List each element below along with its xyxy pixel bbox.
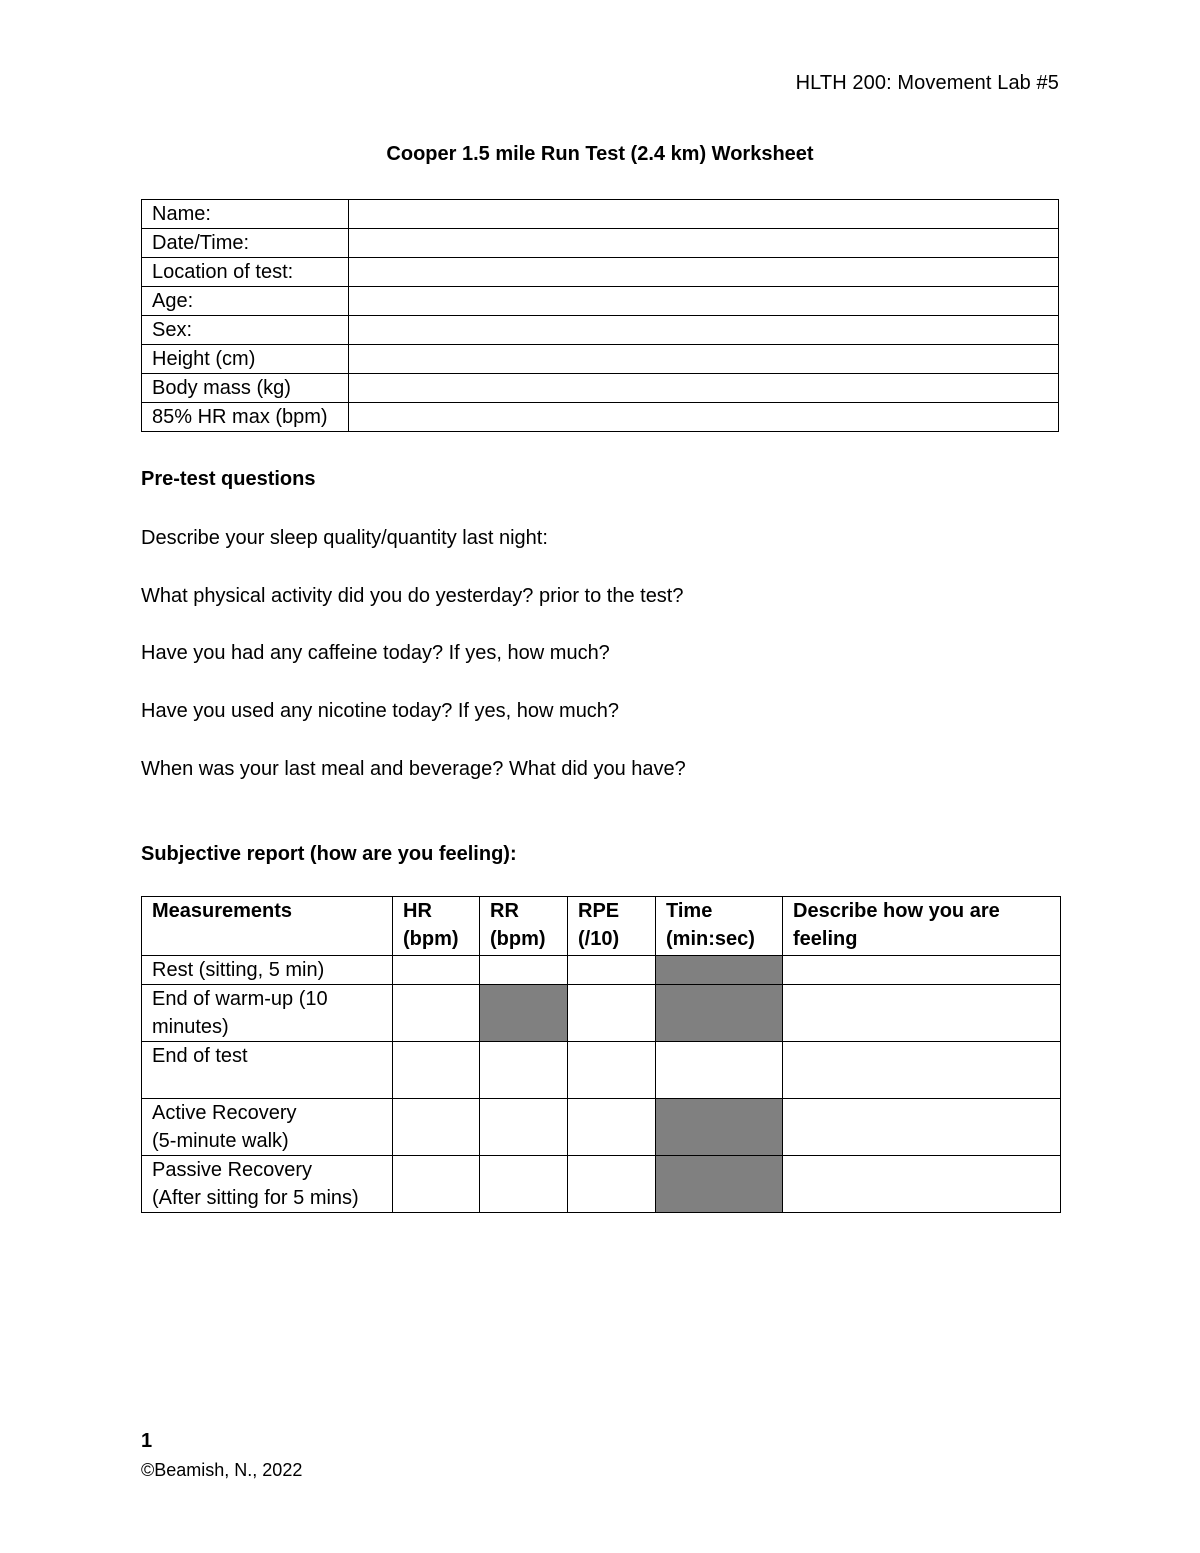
- feeling-cell[interactable]: [783, 1099, 1061, 1156]
- row-label: End of test: [142, 1042, 393, 1099]
- table-row: [142, 1156, 1061, 1213]
- rr-cell[interactable]: [480, 1099, 568, 1156]
- hr-cell[interactable]: [393, 1156, 480, 1213]
- info-value-field[interactable]: [349, 258, 1059, 287]
- info-row: [142, 200, 1059, 229]
- rpe-cell[interactable]: [568, 985, 656, 1042]
- col-header-rpe: RPE (/10): [568, 897, 656, 956]
- pretest-question: When was your last meal and beverage? What did you have?: [141, 758, 686, 780]
- info-row: [142, 229, 1059, 258]
- info-row: [142, 316, 1059, 345]
- pretest-question: Describe your sleep quality/quantity last night:: [141, 527, 548, 549]
- info-label: Height (cm): [142, 345, 349, 374]
- info-label: Body mass (kg): [142, 374, 349, 403]
- participant-info-table: [141, 199, 1059, 432]
- table-header-row: [142, 897, 1061, 956]
- info-label: Sex:: [142, 316, 349, 345]
- rr-cell[interactable]: [480, 1042, 568, 1099]
- info-value-field[interactable]: [349, 374, 1059, 403]
- table-row: [142, 956, 1061, 985]
- pretest-question: What physical activity did you do yesterday? prior to the test?: [141, 585, 684, 607]
- info-row: [142, 345, 1059, 374]
- rpe-cell[interactable]: [568, 956, 656, 985]
- time-cell-shaded: [656, 1099, 783, 1156]
- rr-cell[interactable]: [480, 956, 568, 985]
- pretest-heading: Pre-test questions: [141, 468, 316, 490]
- info-label: Date/Time:: [142, 229, 349, 258]
- worksheet-title: Cooper 1.5 mile Run Test (2.4 km) Worksheet: [386, 143, 814, 165]
- hr-cell[interactable]: [393, 1042, 480, 1099]
- time-cell-shaded: [656, 985, 783, 1042]
- info-row: [142, 258, 1059, 287]
- table-row: [142, 1042, 1061, 1099]
- col-header-feeling: Describe how you are feeling: [783, 897, 1061, 956]
- info-value-field[interactable]: [349, 316, 1059, 345]
- row-label: Passive Recovery (After sitting for 5 mins): [142, 1156, 393, 1213]
- info-value-field[interactable]: [349, 403, 1059, 432]
- info-value-field[interactable]: [349, 200, 1059, 229]
- page-number: 1: [141, 1430, 153, 1452]
- row-label: End of warm-up (10 minutes): [142, 985, 393, 1042]
- info-label: Name:: [142, 200, 349, 229]
- rpe-cell[interactable]: [568, 1042, 656, 1099]
- time-cell-shaded: [656, 956, 783, 985]
- hr-cell[interactable]: [393, 985, 480, 1042]
- feeling-cell[interactable]: [783, 1042, 1061, 1099]
- subjective-heading: Subjective report (how are you feeling):: [141, 843, 517, 865]
- rr-cell-shaded: [480, 985, 568, 1042]
- feeling-cell[interactable]: [783, 985, 1061, 1042]
- row-label: Active Recovery (5-minute walk): [142, 1099, 393, 1156]
- info-value-field[interactable]: [349, 345, 1059, 374]
- info-label: Age:: [142, 287, 349, 316]
- table-row: [142, 985, 1061, 1042]
- info-row: [142, 287, 1059, 316]
- feeling-cell[interactable]: [783, 956, 1061, 985]
- course-header: HLTH 200: Movement Lab #5: [795, 72, 1059, 94]
- col-header-measurements: Measurements: [142, 897, 393, 956]
- measurements-table: [141, 896, 1061, 1213]
- rr-cell[interactable]: [480, 1156, 568, 1213]
- info-row: [142, 403, 1059, 432]
- info-value-field[interactable]: [349, 229, 1059, 258]
- col-header-time: Time (min:sec): [656, 897, 783, 956]
- rpe-cell[interactable]: [568, 1156, 656, 1213]
- copyright-notice: ©Beamish, N., 2022: [141, 1460, 303, 1480]
- hr-cell[interactable]: [393, 1099, 480, 1156]
- col-header-hr: HR (bpm): [393, 897, 480, 956]
- time-cell-shaded: [656, 1156, 783, 1213]
- info-value-field[interactable]: [349, 287, 1059, 316]
- hr-cell[interactable]: [393, 956, 480, 985]
- time-cell[interactable]: [656, 1042, 783, 1099]
- table-row: [142, 1099, 1061, 1156]
- pretest-question: Have you had any caffeine today? If yes, how much?: [141, 642, 610, 664]
- row-label: Rest (sitting, 5 min): [142, 956, 393, 985]
- info-label: 85% HR max (bpm): [142, 403, 349, 432]
- rpe-cell[interactable]: [568, 1099, 656, 1156]
- info-row: [142, 374, 1059, 403]
- feeling-cell[interactable]: [783, 1156, 1061, 1213]
- info-label: Location of test:: [142, 258, 349, 287]
- col-header-rr: RR (bpm): [480, 897, 568, 956]
- pretest-question: Have you used any nicotine today? If yes, how much?: [141, 700, 620, 722]
